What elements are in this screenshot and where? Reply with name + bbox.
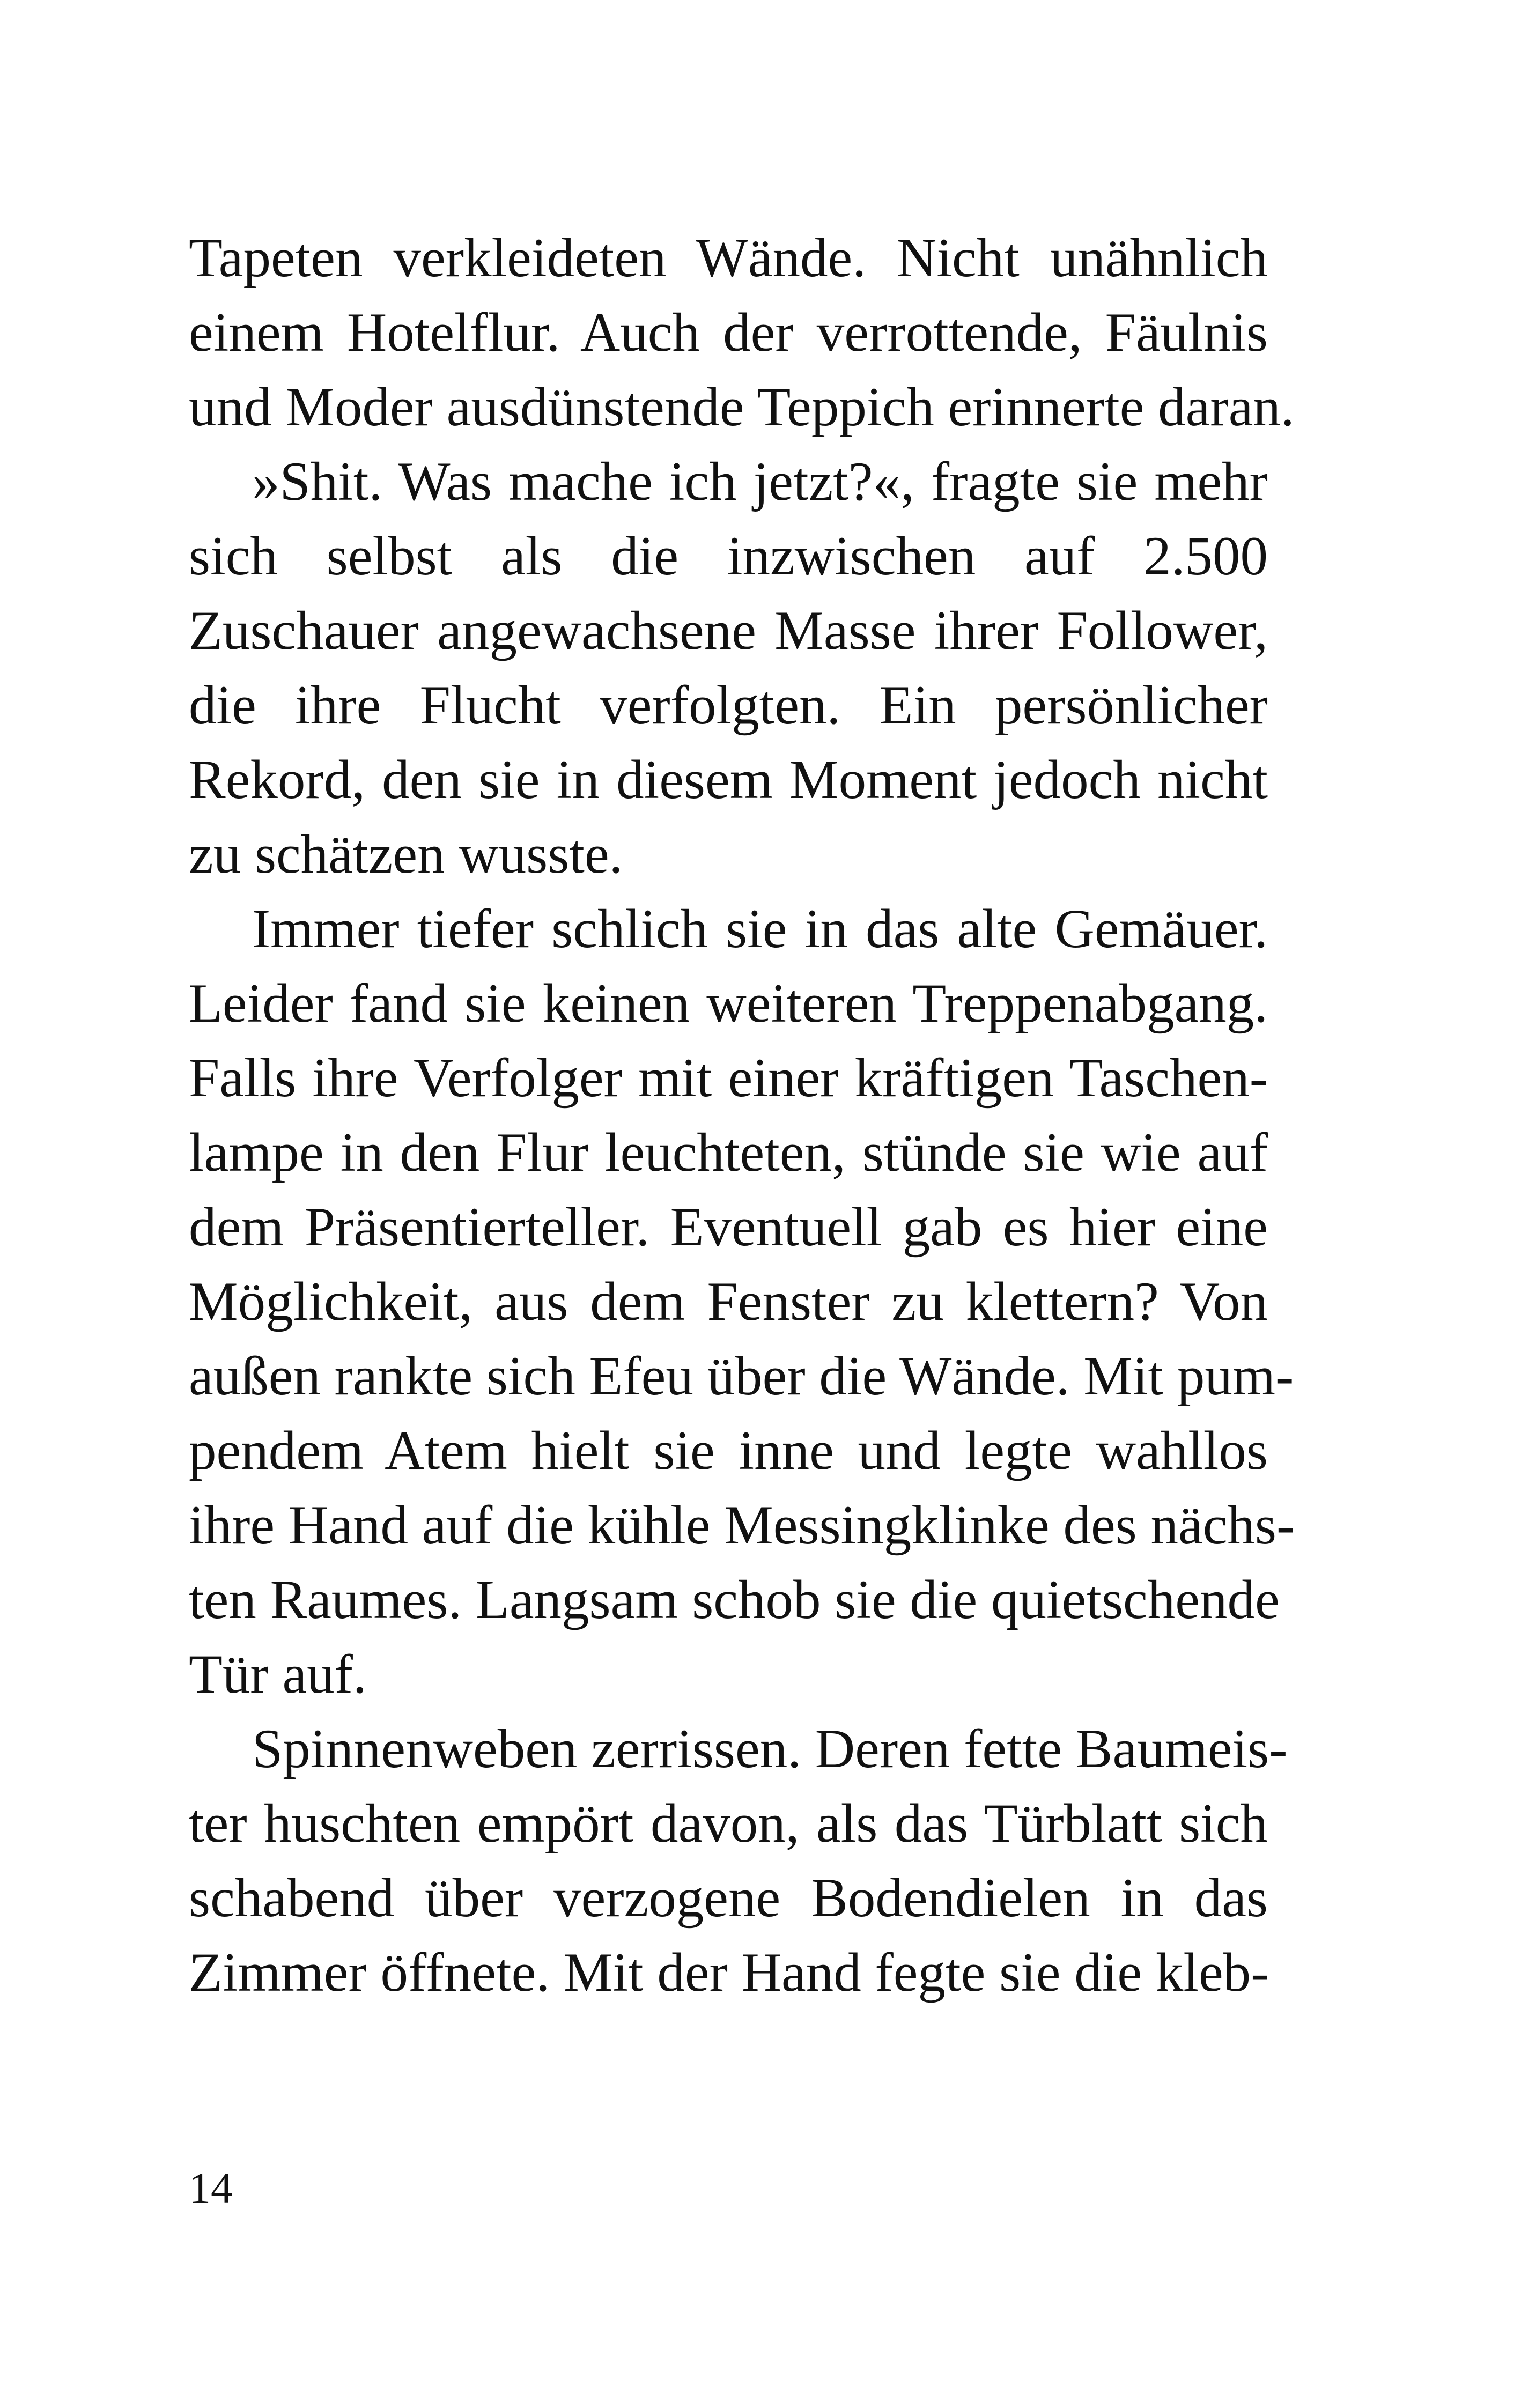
text-line: Leider fand sie keinen weiteren Treppenabgang. xyxy=(189,973,1268,1034)
text-line: Zuschauer angewachsene Masse ihrer Follower, xyxy=(189,600,1268,661)
text-line: Tür auf. xyxy=(189,1644,367,1705)
page-number: 14 xyxy=(189,2163,233,2212)
text-line: ten Raumes. Langsam schob sie die quietschende xyxy=(189,1569,1280,1630)
text-line: »Shit. Was mache ich jetzt?«, fragte sie mehr xyxy=(252,451,1268,512)
text-line: Immer tiefer schlich sie in das alte Gemäuer. xyxy=(252,898,1268,959)
text-line: Spinnenweben zerrissen. Deren fette Baumeis- xyxy=(252,1718,1288,1779)
text-line: zu schätzen wusste. xyxy=(189,824,623,885)
text-line: Zimmer öffnete. Mit der Hand fegte sie die kleb- xyxy=(189,1942,1269,2003)
text-line: Rekord, den sie in diesem Moment jedoch nicht xyxy=(189,749,1268,810)
text-line: sich selbst als die inzwischen auf 2.500 xyxy=(189,526,1268,587)
text-line: Tapeten verkleideten Wände. Nicht unähnlich xyxy=(189,227,1268,289)
text-line: Möglichkeit, aus dem Fenster zu klettern? Von xyxy=(189,1271,1268,1332)
text-line: einem Hotelflur. Auch der verrottende, Fäulnis xyxy=(189,302,1268,363)
body-text xyxy=(189,221,1295,2010)
text-line: die ihre Flucht verfolgten. Ein persönlicher xyxy=(189,675,1268,736)
text-line: dem Präsentierteller. Eventuell gab es hier eine xyxy=(189,1196,1268,1258)
text-line: außen rankte sich Efeu über die Wände. Mit pum- xyxy=(189,1346,1294,1407)
text-line: pendem Atem hielt sie inne und legte wahllos xyxy=(189,1420,1268,1481)
text-line: ihre Hand auf die kühle Messingklinke des nächs- xyxy=(189,1495,1295,1556)
text-line: und Moder ausdünstende Teppich erinnerte daran. xyxy=(189,376,1295,438)
text-line: ter huschten empört davon, als das Türblatt sich xyxy=(189,1793,1268,1854)
text-line: schabend über verzogene Bodendielen in das xyxy=(189,1867,1268,1929)
text-line: Falls ihre Verfolger mit einer kräftigen Taschen- xyxy=(189,1047,1268,1109)
text-line: lampe in den Flur leuchteten, stünde sie wie auf xyxy=(189,1122,1268,1183)
